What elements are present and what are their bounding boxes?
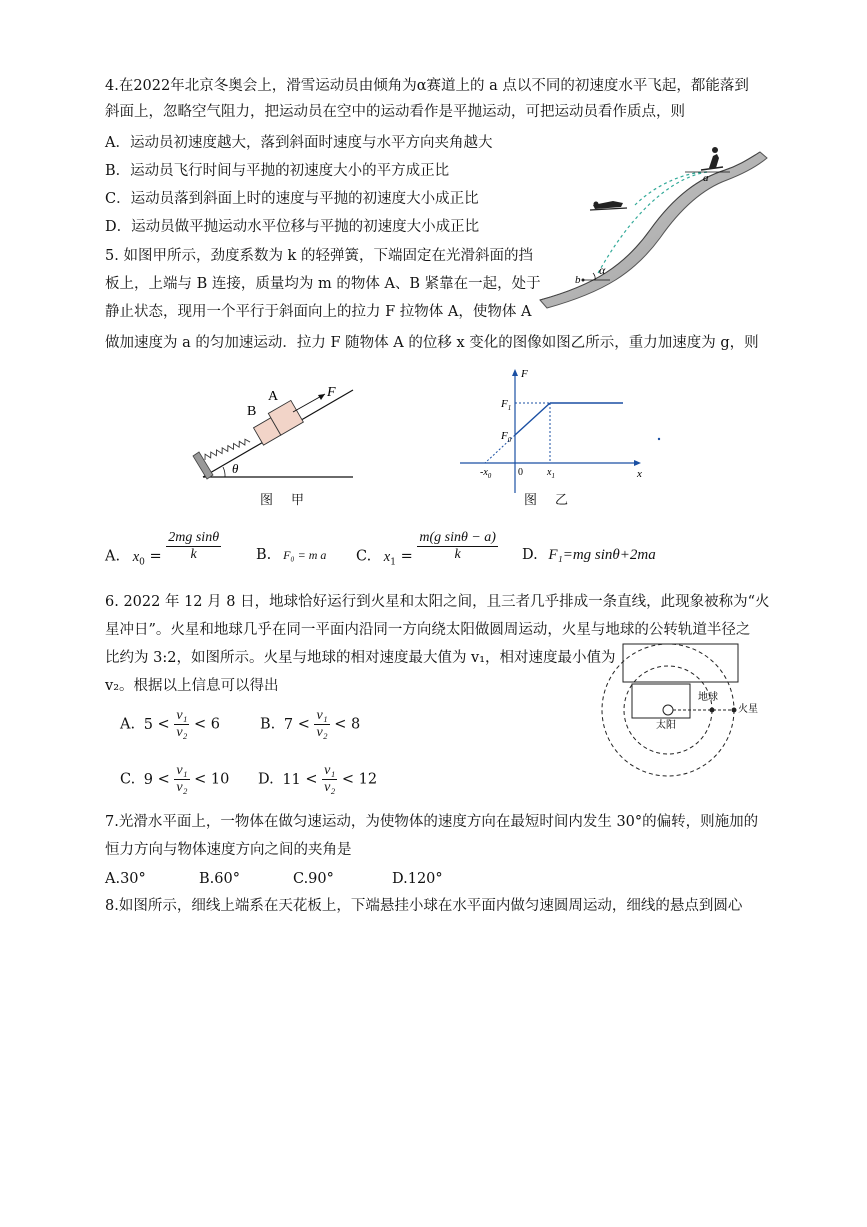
q6-option-d-num: v₁ [324, 763, 336, 778]
caption-fig-yi: 图乙 [524, 493, 587, 508]
q6-option-d-letter: D. [258, 771, 274, 788]
q5-stem-line3: 静止状态，现用一个平行于斜面向上的拉力 F 拉物体 A，使物体 A [105, 304, 532, 320]
q4-stem-line1: 4.在2022年北京冬奥会上，滑雪运动员由倾角为α赛道上的 a 点以不同的初速度水平飞起，都能落到 [105, 78, 749, 94]
q5-option-a-eq: = [144, 548, 167, 565]
label-a: a [703, 172, 709, 184]
label-b: b [575, 274, 581, 286]
q6-option-a-low: 5 [143, 716, 153, 733]
caption-fig-jia: 图甲 [260, 493, 323, 508]
q5-option-a-lhs-sub: 0 [139, 557, 145, 568]
q6-option-a-high: 6 [210, 716, 221, 733]
q6-option-b-lt2: < [334, 716, 347, 733]
q7-option-a: A.30° [105, 871, 146, 887]
q6-stem-line2: 星冲日”。火星和地球几乎在同一平面内沿同一方向绕太阳做圆周运动，火星与地球的公转轨道半径之 [105, 622, 751, 638]
q5-option-d-formula: F₁=mg sinθ+2ma [548, 547, 656, 563]
axis-label-x: x [637, 468, 642, 480]
force-displacement-graph [455, 365, 665, 495]
q6-option-b-low: 7 [283, 716, 294, 733]
label-theta: θ [232, 461, 239, 476]
q6-option-b-den: v₂ [316, 725, 328, 740]
q7-option-c: C.90° [293, 871, 334, 887]
q8-stem-line1: 8.如图所示，细线上端系在天花板上，下端悬挂小球在水平面内做匀速圆周运动，细线的悬点到圆心 [105, 898, 743, 914]
axis-label-f: F [521, 368, 528, 380]
q6-option-a-letter: A. [120, 716, 136, 733]
q6-option-d-lt1: < [305, 771, 318, 788]
q6-option-c-high: 10 [210, 771, 230, 788]
q5-option-c-numerator: m(g sinθ − a) [419, 530, 496, 545]
q6-option-a [120, 708, 220, 741]
q4-option-c: C．运动员落到斜面上时的速度与平抛的初速度大小成正比 [105, 191, 479, 207]
q5-option-c [356, 530, 498, 573]
wall-plate [193, 452, 213, 479]
q6-stem-line3: 比约为 3:2，如图所示。火星与地球的相对速度最大值为 v₁，相对速度最小值为 [105, 650, 616, 666]
q6-option-a-lt1: < [157, 716, 170, 733]
q5-option-a-denominator: k [190, 547, 197, 562]
label-neg-x0: $-x_0$ [480, 467, 492, 480]
label-origin: 0 [518, 467, 523, 478]
q5-stem-line2: 板上，上端与 B 连接，质量均为 m 的物体 A、B 紧靠在一起，处于 [105, 276, 541, 292]
q6-option-d-low: 11 [282, 771, 301, 788]
q4-stem-line2: 斜面上，忽略空气阻力，把运动员在空中的运动看作是平抛运动，可把运动员看作质点，则 [105, 104, 685, 120]
orbit-figure [598, 642, 768, 792]
q6-option-d-lt2: < [341, 771, 355, 788]
q5-option-c-lhs: x [383, 548, 391, 565]
label-mars: 火星 [738, 704, 758, 715]
incline-spring-figure [185, 380, 360, 485]
skier-top-icon [709, 154, 719, 168]
q5-stem-line4: 做加速度为 a 的匀加速运动．拉力 F 随物体 A 的位移 x 变化的图像如图乙所示，重力加速度为 g，则 [105, 335, 759, 351]
q7-stem-line2: 恒力方向与物体速度方向之间的夹角是 [105, 842, 352, 858]
q5-option-a-letter: A. [105, 548, 121, 565]
label-f0: $F_0$ [501, 430, 512, 444]
q5-option-b-letter: B. [256, 547, 272, 563]
q5-option-a-numerator: 2mg sinθ [168, 530, 220, 545]
q6-option-c-lt2: < [194, 771, 207, 788]
q6-option-c-lt1: < [157, 771, 170, 788]
q5-option-a-lhs: x [132, 548, 140, 565]
q5-option-c-letter: C. [356, 548, 372, 565]
ski-slope-figure [535, 140, 770, 310]
blank-box-small [632, 684, 690, 718]
q6-option-b-num: v₁ [316, 708, 328, 723]
q5-stem-line1: 5. 如图甲所示，劲度系数为 k 的轻弹簧，下端固定在光滑斜面的挡 [105, 248, 533, 264]
q4-option-a: A．运动员初速度越大，落到斜面时速度与水平方向夹角越大 [105, 135, 493, 151]
q6-option-b [260, 708, 360, 741]
q5-option-c-denominator: k [454, 547, 461, 562]
q7-option-b: B.60° [199, 871, 240, 887]
q6-option-d-high: 12 [358, 771, 378, 788]
q7-stem-line1: 7.光滑水平面上，一物体在做匀速运动，为使物体的速度方向在最短时间内发生 30°的偏转，则施加的 [105, 814, 759, 830]
f-line-rising [515, 403, 550, 435]
q5-option-d [522, 545, 656, 565]
q4-option-d: D．运动员做平抛运动水平位移与平抛的初速度大小成正比 [105, 219, 480, 235]
q6-option-c-den: v₂ [176, 780, 188, 795]
q6-stem-line1: 6. 2022 年 12 月 8 日，地球恰好运行到火星和太阳之间，且三者几乎排成一条直线，此现象被称为“火 [105, 594, 770, 610]
q6-stem-line4: v₂。根据以上信息可以得出 [105, 678, 279, 694]
q6-option-c-num: v₁ [176, 763, 188, 778]
q6-option-c-letter: C. [120, 771, 136, 788]
label-sun: 太阳 [656, 720, 676, 731]
spring [203, 432, 251, 466]
label-block-a: A [268, 389, 279, 404]
earth-icon [710, 708, 715, 713]
q6-option-b-letter: B. [260, 716, 276, 733]
label-block-b: B [247, 404, 257, 419]
q6-option-c-low: 9 [143, 771, 154, 788]
sun-icon [663, 705, 673, 715]
label-alpha: α [599, 263, 606, 277]
q5-option-a [105, 530, 221, 573]
q6-option-d [258, 763, 377, 796]
q5-option-b [256, 545, 326, 565]
q5-option-c-eq: = [395, 548, 418, 565]
q5-option-d-letter: D. [522, 547, 538, 563]
q6-option-c [120, 763, 229, 796]
q7-option-d: D.120° [392, 871, 443, 887]
label-force-f: F [327, 385, 336, 400]
q6-option-b-high: 8 [350, 716, 361, 733]
label-f1: $F_1$ [501, 398, 512, 412]
q6-option-b-lt1: < [297, 716, 310, 733]
q6-option-d-den: v₂ [324, 780, 336, 795]
q4-option-b: B．运动员飞行时间与平抛的初速度大小的平方成正比 [105, 163, 450, 179]
q5-option-b-formula: F₀ = m a [283, 548, 327, 562]
q5-option-c-lhs-sub: 1 [390, 557, 396, 568]
label-earth: 地球 [698, 692, 718, 703]
q6-option-a-den: v₂ [176, 725, 188, 740]
mars-icon [732, 708, 737, 713]
q6-option-a-num: v₁ [176, 708, 188, 723]
q6-option-a-lt2: < [194, 716, 207, 733]
label-x1: $x_1$ [547, 467, 555, 480]
